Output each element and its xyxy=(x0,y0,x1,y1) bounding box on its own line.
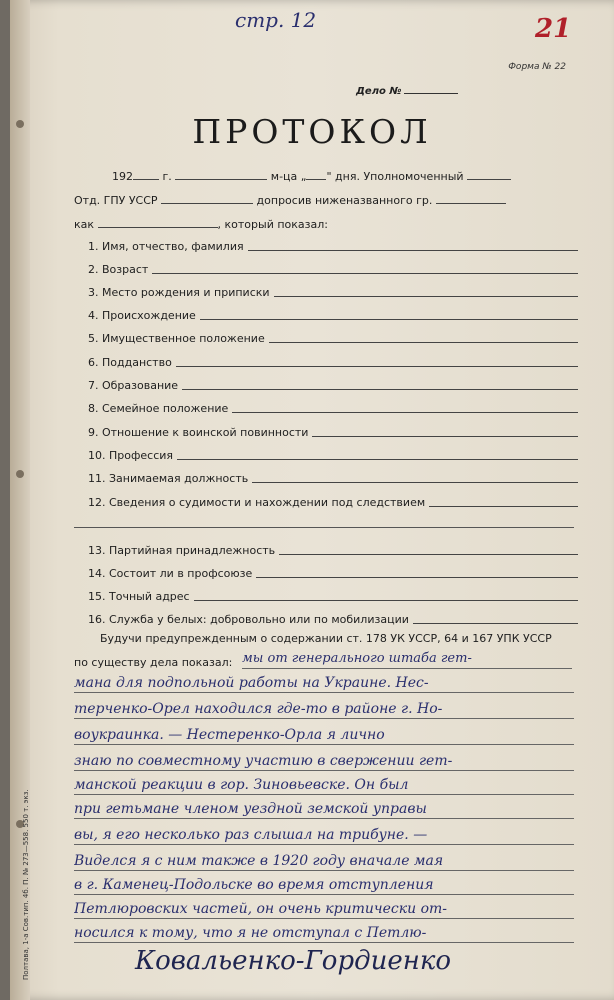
blank xyxy=(133,178,159,180)
day-label: дня. Уполномоченный xyxy=(335,170,464,183)
blank xyxy=(306,178,326,180)
testimony-label: по существу дела показал: xyxy=(74,656,233,669)
field-row xyxy=(88,426,308,439)
handwritten-line: Петлюровских частей, он очень критически от- xyxy=(74,900,574,919)
handwritten-line: терченко-Орел находился где-то в районе г. Но- xyxy=(74,700,574,719)
quote-close: " xyxy=(326,170,332,183)
field-label: 9. Отношение к воинской повинности xyxy=(88,426,309,439)
field-label: 7. Образование xyxy=(88,379,179,392)
field-row xyxy=(88,496,425,509)
field-blank xyxy=(194,600,578,601)
field-label: 4. Происхождение xyxy=(88,309,196,322)
blank xyxy=(467,178,511,180)
field-label: 12. Сведения о судимости и нахождении под следствием xyxy=(88,496,426,509)
field-label: 1. Имя, отчество, фамилия xyxy=(88,240,244,253)
warning-text: Будучи предупрежденным о содержании ст. 178 УК УССР, 64 и 167 УПК УССР xyxy=(100,632,552,645)
field-blank xyxy=(279,554,578,555)
field-label: 16. Служба у белых: добровольно или по мобилизации xyxy=(88,613,409,626)
month-label: м-ца xyxy=(270,170,298,183)
year-suffix: г. xyxy=(162,170,172,183)
field-blank xyxy=(312,436,578,437)
field-label: 11. Занимаемая должность xyxy=(88,472,249,485)
field-row xyxy=(88,590,190,603)
quote-open: „ xyxy=(300,170,307,183)
intro-line-3 xyxy=(74,218,328,231)
intro-line-1 xyxy=(112,170,511,183)
field-label: 8. Семейное положение xyxy=(88,402,229,415)
field-blank xyxy=(252,482,578,483)
binding-hole xyxy=(16,470,24,478)
field-row xyxy=(88,240,244,253)
intro-line-2 xyxy=(74,194,506,207)
sheet-number: 21 xyxy=(535,14,572,44)
handwritten-line: Виделся я с ним также в 1920 году вначале мая xyxy=(74,852,574,871)
field-blank xyxy=(269,342,578,343)
field-blank xyxy=(256,577,578,578)
printer-imprint: Полтава, 1-а Сов.тип. 4б. П. № 273—558. 550 т. экз. xyxy=(22,789,30,980)
field-blank xyxy=(413,623,578,624)
interrogated-label: допросив ниженазванного гр. xyxy=(256,194,433,207)
field-row xyxy=(88,544,275,557)
field-row xyxy=(88,332,265,345)
field-blank xyxy=(232,412,578,413)
case-number-blank xyxy=(404,93,458,94)
field-label: 5. Имущественное положение xyxy=(88,332,265,345)
handwritten-line: знаю по совместному участию в свержении гет- xyxy=(74,752,574,771)
blank-line xyxy=(74,527,574,528)
handwritten-line: воукраинка. — Нестеренко-Орла я лично xyxy=(74,726,574,745)
handwritten-line: мы от генерального штаба гет- xyxy=(242,650,572,669)
field-blank xyxy=(248,250,578,251)
field-blank xyxy=(176,366,578,367)
field-row xyxy=(88,263,148,276)
field-row xyxy=(88,356,172,369)
field-blank xyxy=(177,459,578,460)
field-blank xyxy=(274,296,578,297)
field-blank xyxy=(152,273,578,274)
year-prefix: 192 xyxy=(112,170,133,183)
form-number: Форма № 22 xyxy=(508,62,566,72)
handwritten-line: манской реакции в гор. Зиновьевске. Он был xyxy=(74,776,574,795)
field-row xyxy=(88,449,173,462)
blank xyxy=(161,202,253,204)
handwritten-line: носился к тому, что я не отступал с Петлю- xyxy=(74,924,574,943)
blank xyxy=(175,178,267,180)
case-number-label xyxy=(356,86,458,97)
field-row xyxy=(88,402,228,415)
field-blank xyxy=(200,319,578,320)
document-page xyxy=(10,0,614,1000)
field-label: 13. Партийная принадлежность xyxy=(88,544,276,557)
handwritten-line: в г. Каменец-Подольске во время отступления xyxy=(74,876,574,895)
field-row xyxy=(88,613,409,626)
field-label: 14. Состоит ли в профсоюзе xyxy=(88,567,253,580)
handwritten-line: при гетьмане членом уездной земской управы xyxy=(74,800,574,819)
dept-label: Отд. ГПУ УССР xyxy=(74,194,158,207)
field-label: 2. Возраст xyxy=(88,263,149,276)
field-label: 3. Место рождения и приписки xyxy=(88,286,270,299)
field-row xyxy=(88,379,178,392)
field-row xyxy=(88,567,252,580)
field-label: 6. Подданство xyxy=(88,356,172,369)
field-label: 10. Профессия xyxy=(88,449,174,462)
page-title: ПРОТОКОЛ xyxy=(192,112,432,151)
field-row xyxy=(88,286,270,299)
field-label: 15. Точный адрес xyxy=(88,590,190,603)
handwritten-line: вы, я его несколько раз слышал на трибуне. — xyxy=(74,826,574,845)
blank xyxy=(436,202,506,204)
signature: Ковальенко-Гордиенко xyxy=(135,946,452,976)
field-row xyxy=(88,309,196,322)
testified-label: , который показал: xyxy=(217,218,328,231)
as-label: как xyxy=(74,218,95,231)
field-blank xyxy=(182,389,578,390)
field-row xyxy=(88,472,248,485)
handwritten-line: мана для подпольной работы на Украине. Нес- xyxy=(74,674,574,693)
field-blank xyxy=(429,506,578,507)
blank xyxy=(98,226,218,228)
page-reference-handwritten: стр. 12 xyxy=(235,8,317,32)
case-label-text: Дело № xyxy=(356,86,402,97)
